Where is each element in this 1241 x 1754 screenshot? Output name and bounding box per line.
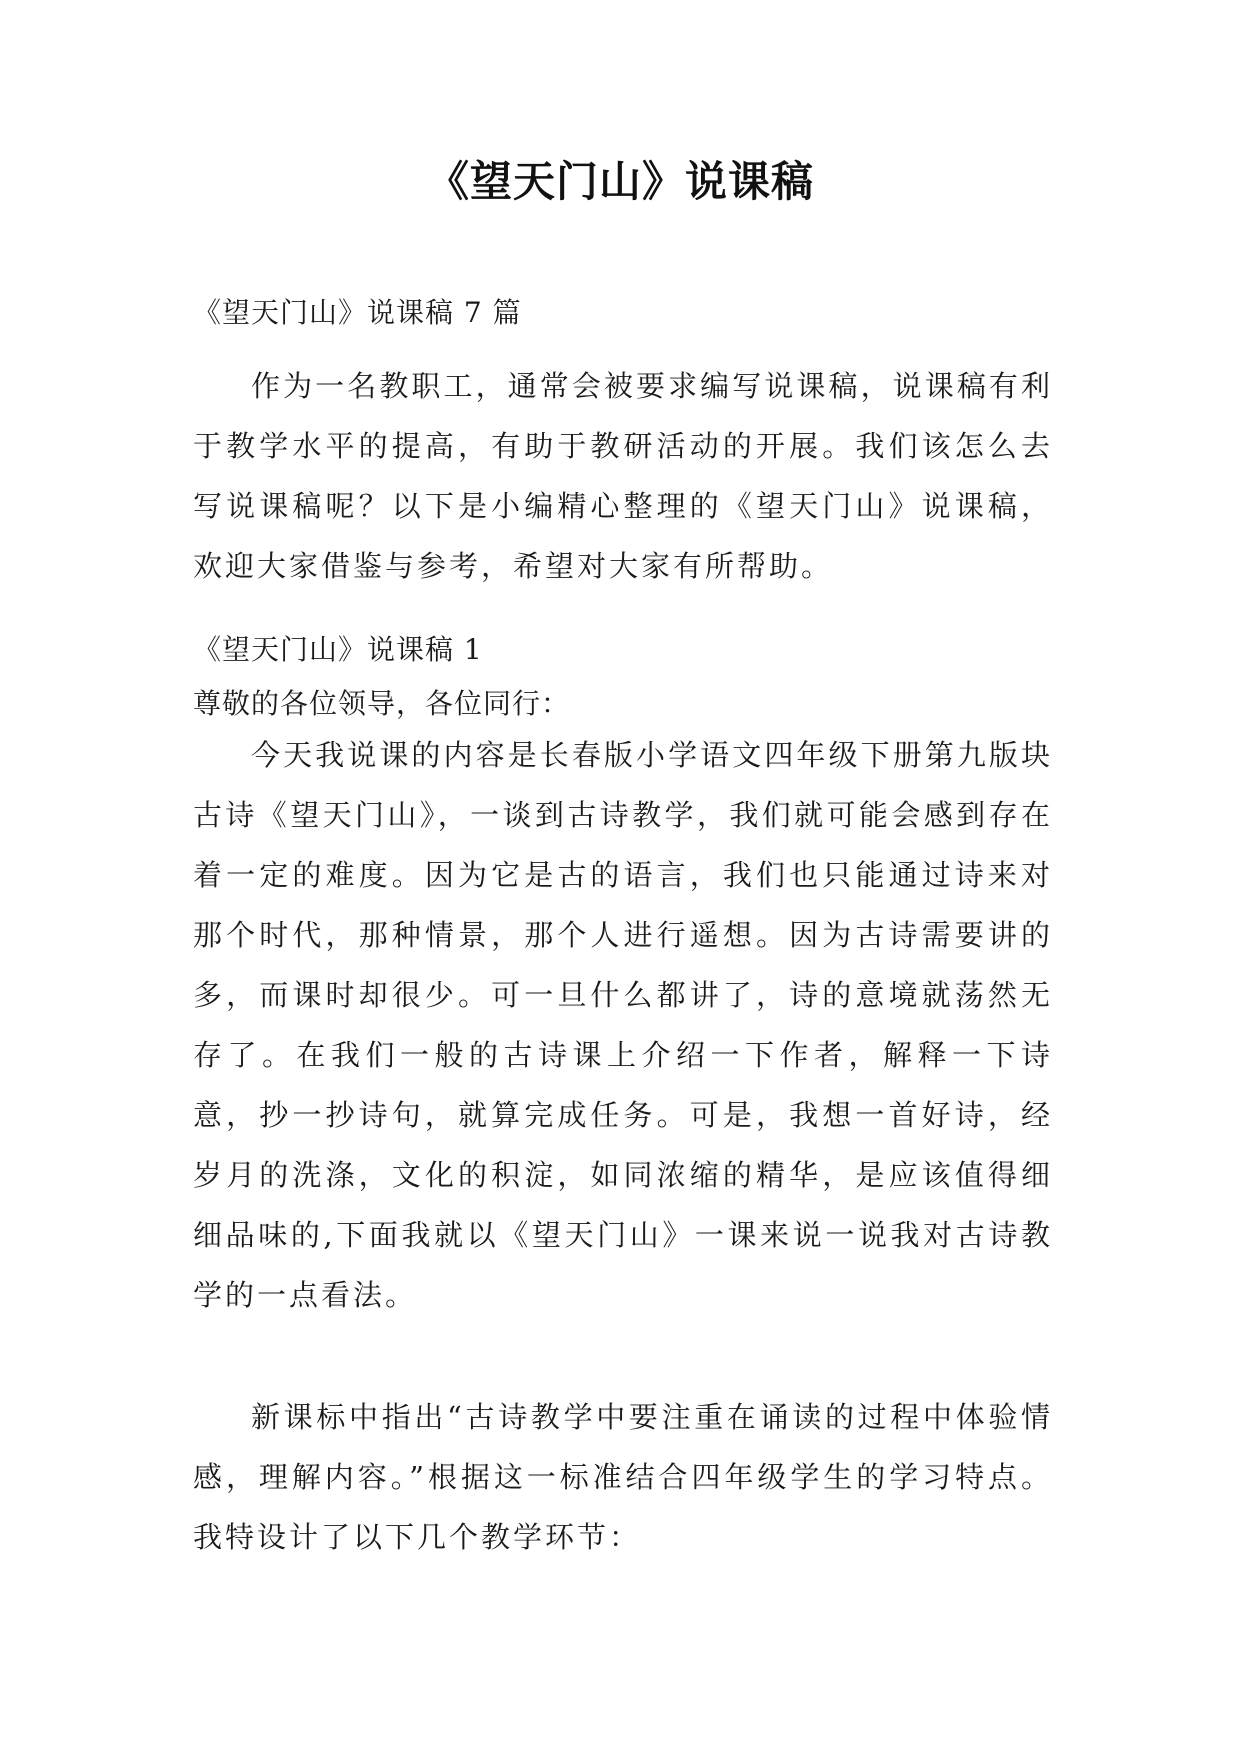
greeting-line: 尊敬的各位领导，各位同行： xyxy=(193,687,571,720)
document-subtitle: 《望天门山》说课稿 7 篇 xyxy=(193,296,522,329)
intro-paragraph: 作为一名教职工，通常会被要求编写说课稿，说课稿有利于教学水平的提高，有助于教研活动的开展。我们该怎么去写说课稿呢？以下是小编精心整理的《望天门山》说课稿，欢迎大家借鉴与参考，希望对大家有所帮助。 xyxy=(193,369,1053,583)
body-paragraph-2: 新课标中指出“古诗教学中要注重在诵读的过程中体验情感，理解内容。”根据这一标准结合四年级学生的学习特点。我特设计了以下几个教学环节： xyxy=(193,1400,1053,1554)
body-paragraph-1: 今天我说课的内容是长春版小学语文四年级下册第九版块古诗《望天门山》，一谈到古诗教学，我们就可能会感到存在着一定的难度。因为它是古的语言，我们也只能通过诗来对那个时代，那种情景，那个人进行遥想。因为古诗需要讲的多，而课时却很少。可一旦什么都讲了，诗的意境就荡然无存了。在我们一般的古诗课上介绍一下作者，解释一下诗意，抄一抄诗句，就算完成任务。可是，我想一首好诗，经岁月的洗涤，文化的积淀，如同浓缩的精华，是应该值得细细品味的,下面我就以《望天门山》一课来说一说我对古诗教学的一点看法。 xyxy=(193,738,1053,1312)
document-title: 《望天门山》说课稿 xyxy=(426,157,814,206)
section-heading-1: 《望天门山》说课稿 1 xyxy=(193,633,483,666)
